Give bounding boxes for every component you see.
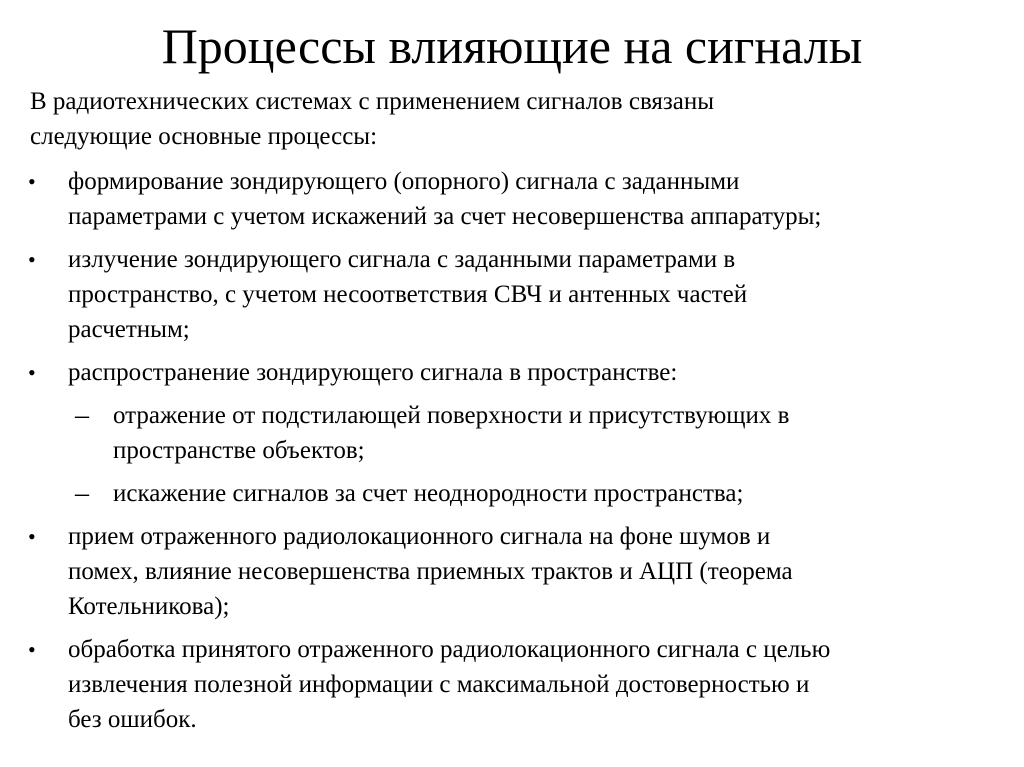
process-list <box>0 164 1024 745</box>
item-line: пространстве объектов; <box>113 437 365 464</box>
item-line: распространение зондирующего сигнала в пространстве: <box>68 359 678 386</box>
item-line: формирование зондирующего (опорного) сигнала с заданными <box>68 168 740 195</box>
bullet-icon: • <box>28 169 36 194</box>
item-line: параметрами с учетом искажений за счет несовершенства аппаратуры; <box>68 203 822 230</box>
page-title: Процессы влияющие на сигналы <box>161 18 863 74</box>
item-line: искажение сигналов за счет неоднородности пространства; <box>113 480 744 507</box>
dash-icon: – <box>75 478 89 509</box>
intro-line: В радиотехнических системах с применением сигналов связаны <box>30 88 715 115</box>
item-line: расчетным; <box>68 316 190 343</box>
bullet-icon: • <box>28 360 36 385</box>
bullet-icon: • <box>28 637 36 662</box>
sub-list-item <box>0 398 993 468</box>
list-item <box>0 519 988 624</box>
item-line: помех, влияние несовершенства приемных трактов и АЦП (теорема <box>68 558 793 585</box>
sub-list-item <box>0 476 993 511</box>
intro-line: следующие основные процессы: <box>30 123 378 150</box>
intro-paragraph <box>30 84 990 154</box>
list-item <box>0 355 988 390</box>
item-line: без ошибок. <box>68 706 197 733</box>
item-line: Котельникова); <box>68 593 230 620</box>
item-line: обработка принятого отраженного радиолокационного сигнала с целью <box>68 636 831 663</box>
item-line: пространство, с учетом несоответствия СВЧ и антенных частей <box>68 281 748 308</box>
item-line: прием отраженного радиолокационного сигнала на фоне шумов и <box>68 523 771 550</box>
bullet-icon: • <box>28 247 36 272</box>
item-line: излучение зондирующего сигнала с заданными параметрами в <box>68 246 736 273</box>
item-line: извлечения полезной информации с максимальной достоверностью и <box>68 671 810 698</box>
list-item <box>0 242 988 347</box>
list-item <box>0 632 988 737</box>
dash-icon: – <box>75 400 89 431</box>
item-line: отражение от подстилающей поверхности и присутствующих в <box>113 402 790 429</box>
list-item <box>0 164 988 234</box>
bullet-icon: • <box>28 524 36 549</box>
